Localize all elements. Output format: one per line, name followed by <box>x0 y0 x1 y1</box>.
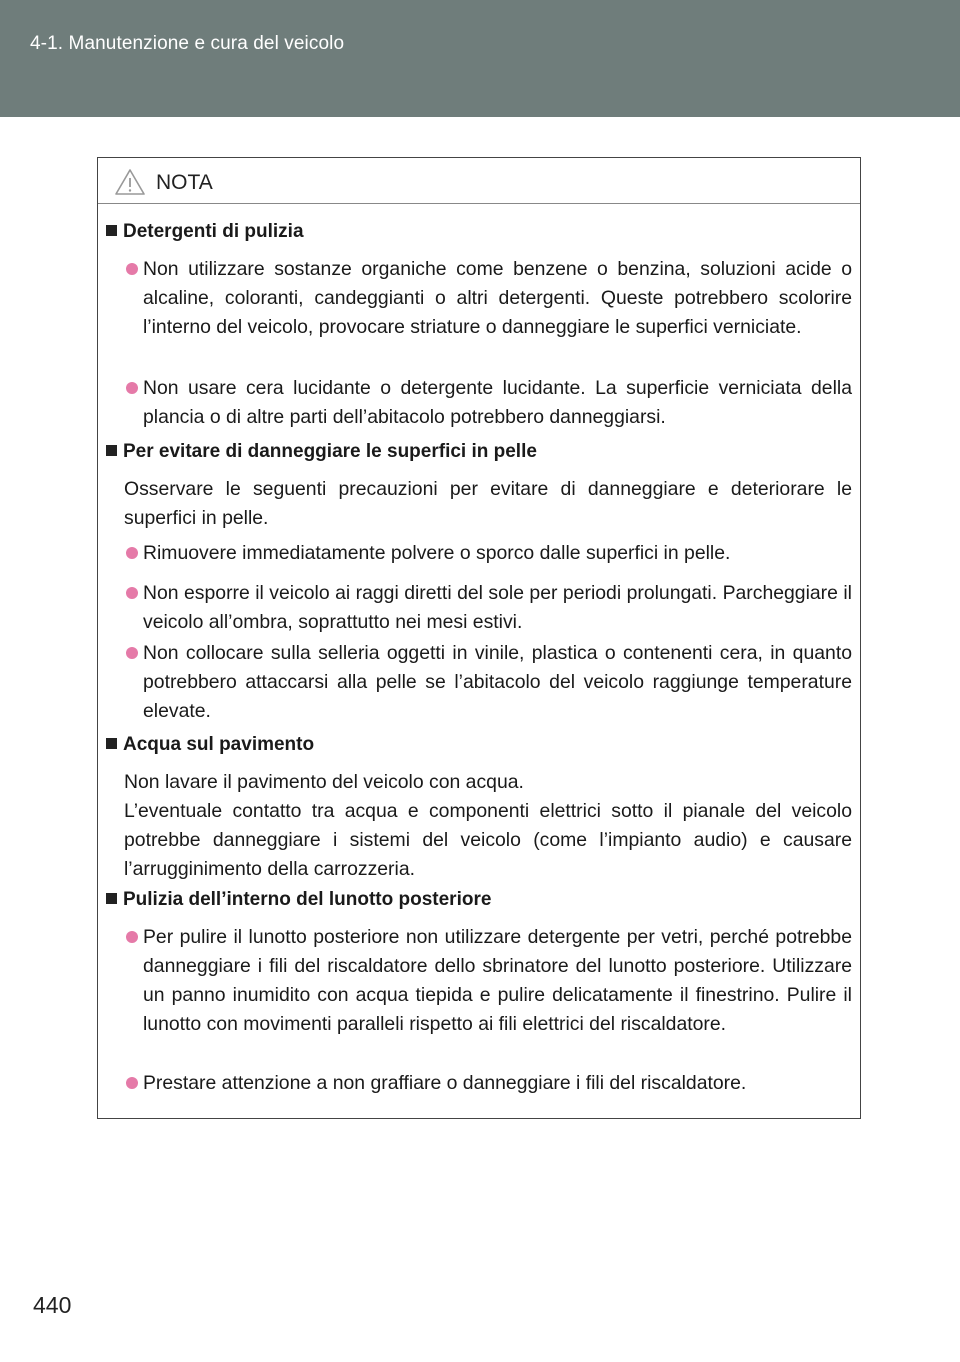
round-bullet-icon <box>126 382 138 394</box>
list-item: Rimuovere immediatamente polvere o sporco dalle superfici in pelle. <box>126 539 852 568</box>
list-item: Prestare attenzione a non graffiare o danneggiare i fili del riscaldatore. <box>126 1069 852 1098</box>
section-intro: Osservare le seguenti precauzioni per evitare di danneggiare e deteriorare le superfici in pelle. <box>124 478 852 529</box>
list-item: Non collocare sulla selleria oggetti in vinile, plastica o contenenti cera, in quanto potrebbero attaccarsi alla pelle se l’abitacolo del veicolo raggiunge temperature elevate. <box>126 639 852 726</box>
list-item: Non utilizzare sostanze organiche come benzene o benzina, soluzioni acide o alcaline, coloranti, candeggianti o altri detergenti. Queste potrebbero scolorire l’interno del veicolo, provocare striature o danneggiare le superfici verniciate. <box>126 255 852 342</box>
list-item: Non usare cera lucidante o detergente lucidante. La superficie verniciata della plancia o di altre parti dell’abitacolo potrebbero danneggiarsi. <box>126 374 852 432</box>
round-bullet-icon <box>126 547 138 559</box>
square-bullet-icon <box>106 445 117 456</box>
note-box <box>97 157 861 1119</box>
square-bullet-icon <box>106 738 117 749</box>
square-bullet-icon <box>106 225 117 236</box>
section-heading: Pulizia dell’interno del lunotto posteriore <box>106 889 491 911</box>
round-bullet-icon <box>126 587 138 599</box>
round-bullet-icon <box>126 931 138 943</box>
square-bullet-icon <box>106 893 117 904</box>
round-bullet-icon <box>126 263 138 275</box>
section-heading: Per evitare di danneggiare le superfici in pelle <box>106 441 537 463</box>
chapter-title: 4-1. Manutenzione e cura del veicolo <box>30 33 345 54</box>
section-paragraph: Non lavare il pavimento del veicolo con acqua. <box>124 771 524 793</box>
section-paragraph: L’eventuale contatto tra acqua e componenti elettrici sotto il pianale del veicolo potrebbe danneggiare i sistemi del veicolo (come l’impianto audio) e causare l’arrugginimento della carrozzeria. <box>124 800 852 880</box>
warning-triangle-icon <box>114 168 146 196</box>
page-number: 440 <box>33 1292 72 1318</box>
chapter-header-band <box>0 0 960 117</box>
list-item: Per pulire il lunotto posteriore non utilizzare detergente per vetri, perché potrebbe danneggiare i fili del riscaldatore dello sbrinatore del lunotto posteriore. Utilizzare un panno inumidito con acqua tiepida e pulire delicatamente il finestrino. Pulire il lunotto con movimenti paralleli rispetto ai fili elettrici del riscaldatore. <box>126 923 852 1039</box>
note-body <box>98 203 860 1118</box>
round-bullet-icon <box>126 1077 138 1089</box>
note-label: NOTA <box>156 171 213 194</box>
section-heading: Detergenti di pulizia <box>106 221 304 243</box>
note-header <box>98 158 860 204</box>
list-item: Non esporre il veicolo ai raggi diretti del sole per periodi prolungati. Parcheggiare il veicolo all’ombra, soprattutto nei mesi estivi. <box>126 579 852 637</box>
section-heading: Acqua sul pavimento <box>106 734 314 756</box>
round-bullet-icon <box>126 647 138 659</box>
